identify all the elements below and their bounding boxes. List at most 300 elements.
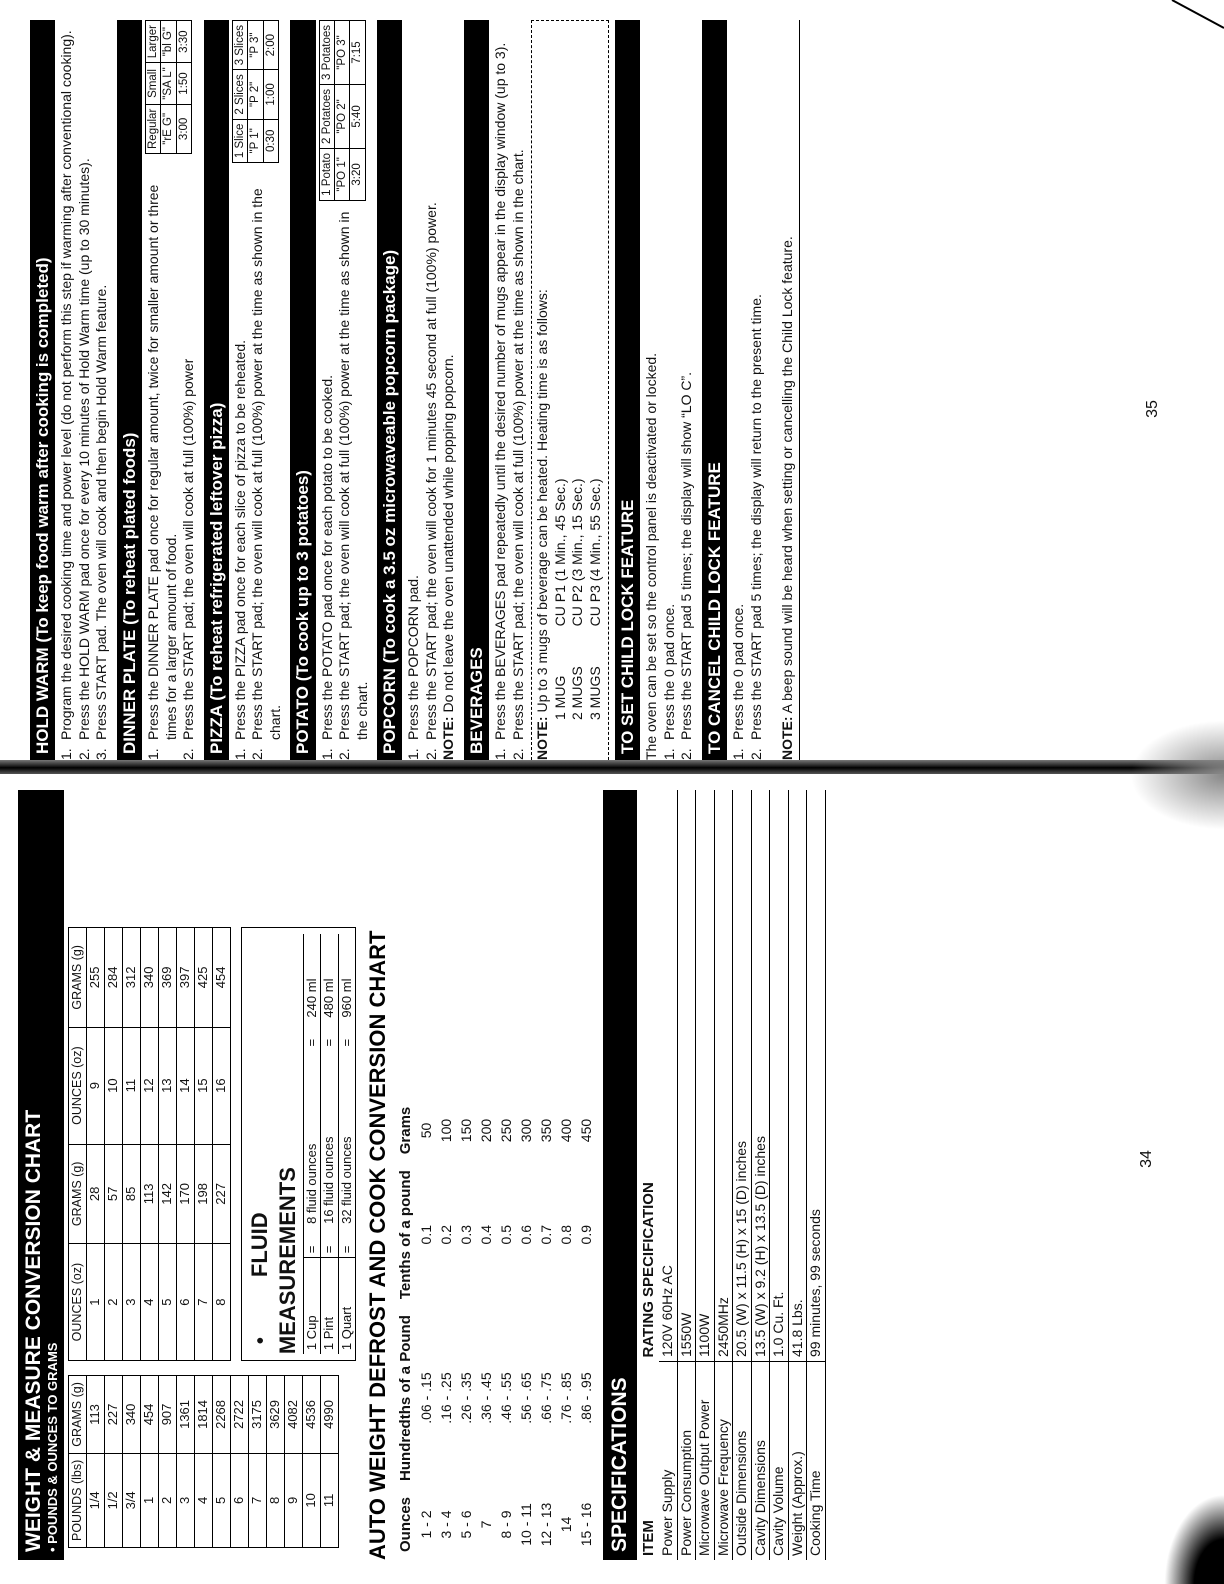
table-cell: 227	[105, 1376, 123, 1454]
table-cell: 10	[105, 1027, 123, 1144]
hold-warm-steps	[58, 20, 111, 760]
popcorn-steps	[405, 20, 440, 760]
table-row	[159, 1376, 177, 1548]
set-child-lock-steps	[661, 20, 696, 760]
step	[319, 211, 337, 760]
pizza-section	[204, 20, 285, 760]
table-row	[751, 790, 770, 1560]
cancel-child-lock-title: TO CANCEL CHILD LOCK FEATURE	[704, 462, 724, 754]
pizza-title: PIZZA (To reheat refrigerated leftover pizza)	[206, 402, 226, 754]
step	[661, 20, 679, 760]
table-cell: 4	[141, 1244, 159, 1361]
set-child-lock-header	[615, 20, 640, 760]
table-cell: 350	[538, 1118, 555, 1143]
potato-title: POTATO (To cook up to 3 potatoes)	[293, 470, 313, 754]
table-cell: 0.6	[518, 1224, 535, 1245]
hold-warm-section	[30, 20, 111, 760]
fluid-row	[338, 934, 355, 1354]
table-row	[267, 1376, 285, 1548]
fluid-cell: 8 fluid ounces	[304, 1051, 321, 1228]
table-cell: 1814	[195, 1376, 213, 1454]
fluid-cell: =	[321, 1022, 338, 1051]
fluid-cell: 1 Cup	[304, 1258, 321, 1354]
chart-cell: "P 1"	[248, 119, 263, 163]
table-cell: 28	[87, 1144, 105, 1243]
child-lock-note	[779, 20, 800, 760]
table-cell: 0.9	[578, 1224, 595, 1245]
weight-chart-header	[18, 790, 64, 1560]
table-cell: 8 - 9	[498, 1510, 515, 1539]
chart-cell: 3 Potatoes	[319, 21, 334, 85]
fluid-table	[303, 934, 355, 1354]
table-cell: 15 - 16	[578, 1502, 595, 1547]
table-header: Hundredths of a Pound	[397, 1315, 415, 1481]
step	[510, 20, 528, 760]
chart-row	[232, 21, 247, 163]
step-number: 1.	[318, 748, 335, 760]
fluid-bullet: •	[249, 1337, 272, 1345]
chart-cell: "PO 2"	[334, 84, 349, 148]
page-corner-line	[1164, 0, 1224, 30]
table-cell: 170	[177, 1144, 195, 1243]
potato-header	[290, 20, 315, 760]
step-text: Press the 0 pad once.	[730, 603, 746, 740]
table-cell: 1/2	[105, 1453, 123, 1547]
fluid-title-1: FLUID	[247, 1212, 273, 1278]
beverage-row	[552, 438, 570, 720]
table-header: ITEM	[640, 1520, 658, 1556]
table-row	[577, 1099, 597, 1560]
chart-cell: 5:40	[350, 84, 365, 148]
table-cell: 9	[87, 1027, 105, 1144]
step-text: Press START pad. The oven will cook and then begin Hold Warm feature.	[93, 284, 110, 740]
table-header: Grams	[397, 1106, 415, 1155]
table-cell: 400	[558, 1118, 575, 1143]
child-lock-note-text: A beep sound will be heard when setting or cancelling the Child Lock feature.	[779, 236, 795, 714]
table-cell: .76 - .85	[558, 1372, 575, 1424]
chart-cell: "PO 3"	[334, 21, 349, 85]
table-cell: Cooking Time	[807, 1362, 826, 1561]
chart-cell: 7:15	[350, 21, 365, 85]
table-cell: 1/4	[87, 1453, 105, 1547]
table-cell: 0.2	[438, 1224, 455, 1245]
table-cell: 1	[87, 1244, 105, 1361]
table-row	[437, 1099, 457, 1560]
specifications-table	[640, 790, 825, 1560]
table-cell: 255	[87, 928, 105, 1027]
table-cell: 11	[321, 1453, 339, 1547]
beverages-section	[464, 20, 609, 760]
table-cell: Cavity Dimensions	[751, 1362, 770, 1561]
table-cell: .86 - .95	[578, 1372, 595, 1424]
step	[249, 173, 284, 760]
potato-section	[290, 20, 371, 760]
table-cell: 4	[195, 1453, 213, 1547]
step	[93, 20, 111, 760]
table-cell: 0.1	[418, 1224, 435, 1245]
chart-row	[334, 21, 349, 201]
table-cell: 0.7	[538, 1224, 555, 1245]
table-cell: 14	[558, 1516, 575, 1533]
table-cell: 7	[249, 1453, 267, 1547]
table-row	[159, 928, 177, 1361]
table-cell: 6	[177, 1244, 195, 1361]
page-34	[18, 790, 1198, 1560]
step	[76, 20, 94, 760]
table-cell: 369	[159, 928, 177, 1027]
page-number-34: 34	[1137, 1150, 1155, 1168]
beverage-cell: 2 MUGS	[569, 666, 585, 720]
table-cell: 1.0 Cu. Ft.	[770, 790, 789, 1362]
table-row	[417, 1099, 437, 1560]
fluid-cell: 240 ml	[304, 934, 321, 1021]
table-row	[537, 1099, 557, 1560]
step-number: 2.	[249, 748, 266, 760]
table-row	[696, 790, 715, 1560]
table-cell: 13.5 (W) x 9.2 (H) x 13.5 (D) inches	[751, 790, 770, 1362]
table-row	[477, 1099, 497, 1560]
chart-cell: 2:00	[263, 21, 278, 70]
fluid-cell: 1 Quart	[338, 1258, 355, 1354]
table-cell: 41.8 Lbs.	[788, 790, 807, 1362]
table-cell: Power Supply	[659, 1362, 677, 1561]
table-cell: 200	[478, 1118, 495, 1143]
table-cell: 3	[123, 1244, 141, 1361]
chart-cell: 2 Slices	[232, 70, 247, 119]
table-cell: 1361	[177, 1376, 195, 1454]
chart-cell: "rE G"	[161, 104, 176, 153]
table-cell: 2268	[213, 1376, 231, 1454]
table-cell: 227	[213, 1144, 231, 1243]
step	[232, 173, 250, 760]
chart-cell: 3 Slices	[232, 21, 247, 70]
table-cell: 454	[141, 1376, 159, 1454]
table-row	[807, 790, 826, 1560]
chart-cell: "SA L"	[161, 63, 176, 104]
table-cell: 142	[159, 1144, 177, 1243]
table-cell: 5 - 6	[458, 1510, 475, 1539]
popcorn-note-text: Do not leave the oven unattended while popping popcorn.	[440, 354, 457, 713]
beverages-steps	[492, 20, 527, 760]
step	[678, 20, 696, 760]
table-cell: 2722	[231, 1376, 249, 1454]
table-row	[321, 1376, 339, 1548]
table-row	[213, 1376, 231, 1548]
hold-warm-title: HOLD WARM (To keep food warm after cooking is completed)	[33, 257, 52, 754]
table-cell: 2	[159, 1453, 177, 1547]
set-child-lock-section	[615, 20, 696, 760]
chart-cell: 2 Potatoes	[319, 84, 334, 148]
chart-row	[350, 21, 365, 201]
table-header: GRAMS (g)	[69, 1144, 87, 1243]
step-number: 1.	[58, 748, 75, 760]
step-text: Press the START pad; the oven will cook at full (100%) power at the time as shown in the chart.	[336, 211, 370, 740]
table-row	[177, 1376, 195, 1548]
fluid-cell: =	[321, 1228, 338, 1258]
table-cell: 5	[213, 1453, 231, 1547]
table-cell: 340	[141, 928, 159, 1027]
popcorn-title: POPCORN (To cook a 3.5 oz microwaveable popcorn package)	[380, 249, 399, 754]
table-cell: 0.5	[498, 1224, 515, 1245]
specifications-title: SPECIFICATIONS	[608, 1377, 632, 1552]
table-row	[517, 1099, 537, 1560]
table-cell: 3629	[267, 1376, 285, 1454]
table-cell: .06 - .15	[418, 1372, 435, 1424]
table-cell: 0.3	[458, 1224, 475, 1245]
chart-cell: 0:30	[263, 119, 278, 163]
beverages-note-text: Up to 3 mugs of beverage can be heated. Heating time is as follows:	[534, 289, 550, 713]
table-cell: 1100W	[696, 790, 715, 1362]
table-row	[733, 790, 752, 1560]
fluid-cell: =	[304, 1228, 321, 1258]
table-cell: 9	[285, 1453, 303, 1547]
step	[145, 164, 180, 760]
table-header: RATING SPECIFICATION	[640, 1182, 658, 1358]
fluid-row	[304, 934, 321, 1354]
chart-cell: 1:50	[176, 63, 191, 104]
table-cell: 14	[177, 1027, 195, 1144]
table-row	[123, 928, 141, 1361]
table-header: Ounces	[397, 1496, 415, 1552]
potato-chart	[319, 20, 366, 201]
table-cell: .16 - .25	[438, 1372, 455, 1424]
chart-cell: Small	[146, 63, 161, 104]
step-number: 2.	[509, 748, 526, 760]
step-number: 2.	[678, 748, 695, 760]
table-cell: 300	[518, 1118, 535, 1143]
step-text: Press the START pad; the oven will cook for 1 minutes 45 second at full (100%) power.	[422, 202, 439, 740]
step-number: 1.	[145, 748, 161, 760]
table-cell: 11	[123, 1027, 141, 1144]
step	[58, 20, 76, 760]
fluid-cell: =	[304, 1022, 321, 1051]
table-cell: 100	[438, 1118, 455, 1143]
table-cell: Outside Dimensions	[733, 1362, 752, 1561]
pounds-grams-table	[68, 1375, 339, 1548]
table-cell: 13	[159, 1027, 177, 1144]
table-cell: 20.5 (W) x 11.5 (H) x 15 (D) inches	[733, 790, 752, 1362]
step-text: Press the 0 pad once.	[660, 603, 677, 740]
table-cell: 113	[141, 1144, 159, 1243]
table-cell: 3 - 4	[438, 1510, 455, 1539]
step	[492, 20, 510, 760]
fluid-title-2: MEASUREMENTS	[274, 1167, 300, 1355]
set-child-lock-title: TO SET CHILD LOCK FEATURE	[618, 499, 637, 754]
table-cell: 50	[418, 1122, 435, 1139]
table-row	[105, 1376, 123, 1548]
table-row	[770, 790, 789, 1560]
beverages-note-box	[531, 20, 609, 760]
defrost-title: AUTO WEIGHT DEFROST AND COOK CONVERSION CHART	[362, 790, 394, 1560]
table-header: Tenths of a pound	[397, 1170, 415, 1300]
step-number: 2.	[75, 748, 92, 760]
chart-row	[248, 21, 263, 163]
step-text: Press the DINNER PLATE pad once for regular amount, twice for smaller amount or three times for a larger amount of food.	[145, 184, 179, 740]
step	[730, 20, 748, 760]
beverages-header	[464, 20, 489, 760]
table-row	[231, 1376, 249, 1548]
table-header: GRAMS (g)	[69, 1376, 87, 1454]
table-header: OUNCES (oz)	[69, 1027, 87, 1144]
dinner-plate-title: DINNER PLATE (To reheat plated foods)	[119, 432, 139, 754]
table-cell: 250	[498, 1118, 515, 1143]
chart-cell: 1 Potato	[319, 148, 334, 200]
table-cell: 7	[478, 1520, 495, 1529]
child-lock-note-label: NOTE:	[779, 716, 795, 760]
pizza-chart	[232, 20, 279, 163]
table-cell: 4536	[303, 1376, 321, 1454]
table-cell: 85	[123, 1144, 141, 1243]
chart-cell: 3:30	[176, 21, 191, 63]
popcorn-header	[377, 20, 402, 760]
table-cell: 113	[87, 1376, 105, 1454]
page-gutter	[0, 760, 1224, 774]
table-cell: .66 - .75	[538, 1372, 555, 1424]
table-cell: Microwave Output Power	[696, 1362, 715, 1561]
fluid-cell: 32 fluid ounces	[338, 1051, 355, 1228]
step-number: 1.	[492, 748, 508, 760]
table-cell: 3	[177, 1453, 195, 1547]
table-cell: 312	[123, 928, 141, 1027]
popcorn-note-label: NOTE:	[440, 716, 457, 760]
table-cell: 4082	[285, 1376, 303, 1454]
step-number: 2.	[180, 748, 196, 760]
fluid-row	[321, 934, 338, 1354]
step-text: Press the START pad; the oven will cook at full (100%) power	[180, 358, 196, 740]
step-text: Press the PIZZA pad once for each slice of pizza to be reheated.	[231, 339, 248, 740]
table-cell: Cavity Volume	[770, 1362, 789, 1561]
table-row	[285, 1376, 303, 1548]
table-cell: 2	[105, 1244, 123, 1361]
chart-cell: Regular	[146, 104, 161, 153]
table-row	[659, 790, 677, 1560]
table-row	[141, 928, 159, 1361]
step-text: Press the START pad 5 times; the display will return to the present time.	[747, 294, 764, 740]
table-cell: 425	[195, 928, 213, 1027]
cancel-child-lock-header	[702, 20, 727, 760]
chart-cell: Larger	[146, 21, 161, 63]
table-cell: Power Consumption	[677, 1362, 696, 1561]
table-cell: 10 - 11	[518, 1503, 535, 1546]
fluid-cell: =	[338, 1022, 355, 1051]
table-row	[195, 1376, 213, 1548]
beverage-row	[569, 438, 587, 720]
pizza-steps	[232, 173, 285, 760]
dinner-plate-steps	[145, 164, 198, 760]
table-cell: .56 - .65	[518, 1372, 535, 1424]
hold-warm-header	[30, 20, 55, 760]
fluid-cell: 1 Pint	[321, 1258, 338, 1354]
table-cell: 0.8	[558, 1224, 575, 1245]
potato-steps	[319, 211, 372, 760]
popcorn-section	[377, 20, 458, 760]
table-cell: 1 - 2	[418, 1510, 435, 1539]
step	[180, 164, 198, 760]
table-cell: 7	[195, 1244, 213, 1361]
step-text: Press the START pad; the oven will cook at full (100%) power at the time as shown in the chart.	[509, 149, 526, 740]
fluid-measurements-box	[241, 927, 356, 1361]
popcorn-note	[440, 20, 458, 760]
chart-row	[263, 21, 278, 163]
table-cell: 397	[177, 928, 195, 1027]
table-cell: 12	[141, 1027, 159, 1144]
page-35	[30, 20, 1100, 760]
step-text: Press the POTATO pad once for each potato to be cooked.	[318, 375, 335, 740]
fluid-cell: =	[338, 1228, 355, 1258]
table-cell: .36 - .45	[478, 1372, 495, 1424]
chart-cell: "P 3"	[248, 21, 263, 70]
chart-cell: 1 Slice	[232, 119, 247, 163]
step-text: Press the BEVERAGES pad repeatedly until the desired number of mugs appear in the display window (up to 3).	[492, 42, 508, 740]
step-number: 1.	[660, 748, 677, 760]
chart-cell: "P 2"	[248, 70, 263, 119]
table-row	[195, 928, 213, 1361]
weight-chart-title: WEIGHT & MEASURE CONVERSION CHART	[22, 1109, 45, 1552]
step-number: 2.	[336, 748, 352, 760]
table-cell: 450	[578, 1118, 595, 1143]
dinner-plate-section	[117, 20, 198, 760]
table-row	[249, 1376, 267, 1548]
table-row	[105, 928, 123, 1361]
table-cell: 12 - 13	[538, 1502, 555, 1547]
table-cell: 198	[195, 1144, 213, 1243]
step-text: Program the desired cooking time and power level (do not perform this step if warming after conventional cooking).	[58, 30, 75, 740]
table-cell: 3175	[249, 1376, 267, 1454]
table-cell: 15	[195, 1027, 213, 1144]
chart-cell: "PO 1"	[334, 148, 349, 200]
table-cell: 10	[303, 1453, 321, 1547]
beverage-cell: CU P1 (1 Min., 45 Sec.)	[551, 478, 568, 627]
table-cell: 1	[141, 1453, 159, 1547]
table-row	[141, 1376, 159, 1548]
table-cell: 340	[123, 1376, 141, 1454]
table-cell: 3/4	[123, 1453, 141, 1547]
specifications-header	[603, 790, 637, 1560]
beverages-title: BEVERAGES	[466, 647, 486, 754]
table-cell: 8	[213, 1244, 231, 1361]
beverage-row	[587, 438, 605, 720]
chart-row	[146, 21, 161, 154]
set-child-lock-intro: The oven can be set so the control panel is deactivated or locked.	[643, 352, 660, 760]
step-number: 2.	[747, 748, 764, 760]
chart-row	[161, 21, 176, 154]
beverages-table	[552, 438, 605, 720]
table-row	[497, 1099, 517, 1560]
table-cell: Microwave Frequency	[714, 1362, 733, 1561]
table-cell: 5	[159, 1244, 177, 1361]
step-text: Press the POPCORN pad.	[405, 575, 422, 740]
step-text: Press the START pad 5 times; the display will show “LO C”.	[678, 371, 695, 740]
table-cell: 6	[231, 1453, 249, 1547]
table-cell: 2450MHz	[714, 790, 733, 1362]
weight-chart-subtitle: • POUNDS & OUNCES TO GRAMS	[44, 1342, 60, 1552]
beverage-cell: 3 MUGS	[586, 666, 603, 720]
table-cell: 907	[159, 1376, 177, 1454]
beverage-cell: 1 MUG	[551, 675, 568, 720]
table-cell: 150	[458, 1118, 475, 1143]
ounces-grams-table	[68, 927, 231, 1361]
dinner-plate-chart	[145, 20, 192, 154]
beverages-note-label: NOTE:	[534, 716, 550, 760]
table-row	[714, 790, 733, 1560]
step-number: 2.	[422, 748, 439, 760]
table-cell: 8	[267, 1453, 285, 1547]
table-row	[788, 790, 807, 1560]
table-row	[303, 1376, 321, 1548]
page-number-35: 35	[1143, 400, 1161, 418]
step	[423, 20, 441, 760]
table-cell: 454	[213, 928, 231, 1027]
